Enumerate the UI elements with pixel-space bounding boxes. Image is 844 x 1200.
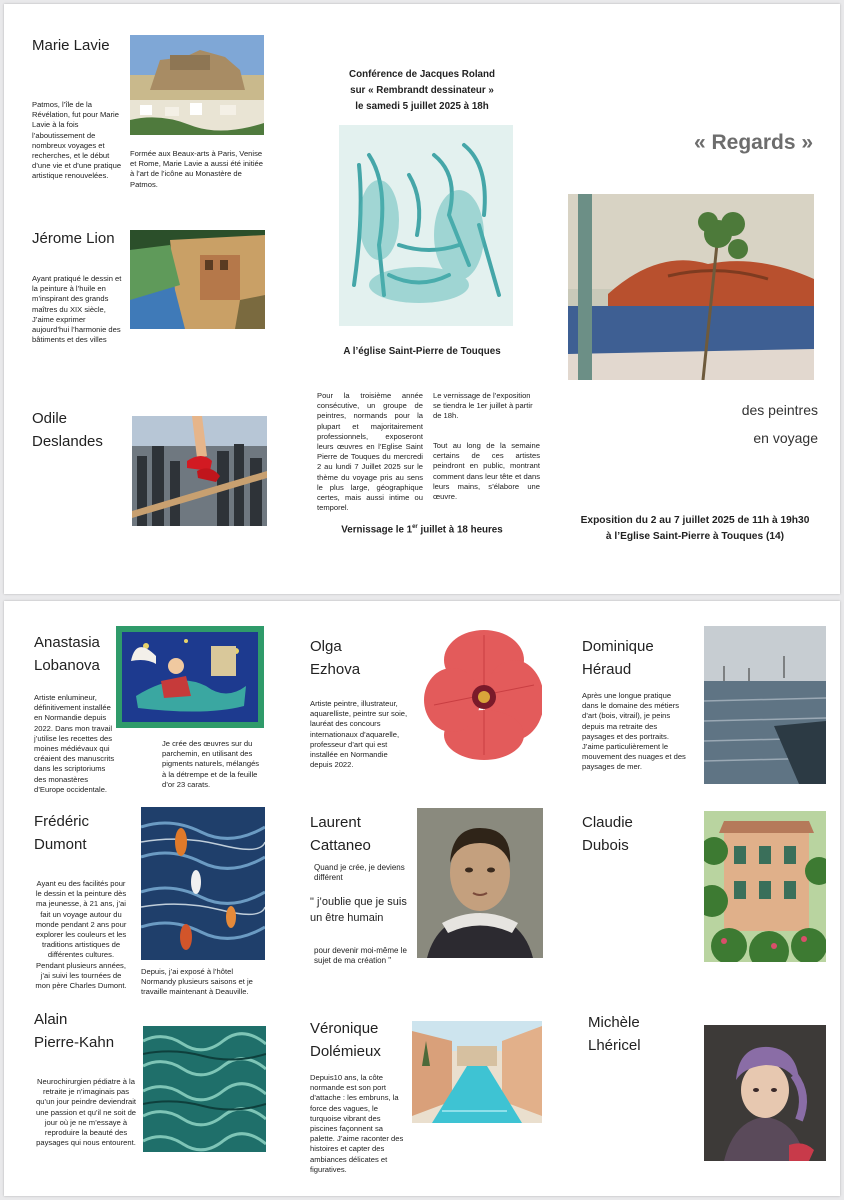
artist-text-anastasia-1: Artiste enlumineur, définitivement installée en Normandie depuis 2022. Dans mon travail j’utilise les recettes des moines médiévaux qui créaient des manuscrits dans les scriptoriums des monastères d’Europe occidentale. <box>34 693 115 794</box>
artist-name-jerome-lion: Jérome Lion <box>32 230 115 247</box>
painting-villa-garden <box>704 811 826 962</box>
vernissage-text-a: Vernissage le 1 <box>341 524 413 536</box>
artist-text-veronique: Depuis10 ans, la côte normande est son port d’attache : les embruns, la force des vagues, le turquoise vibrant des piscines façonnent sa palette. J’aime raconter des histoires et capter des ambiances délicates et figuratives. <box>310 1073 404 1174</box>
artist-text-marie-lavie-2: Formée aux Beaux-arts à Paris, Venise et Rome, Marie Lavie a aussi été initiée à l’art de l’icône au Monastère de Patmos. <box>130 149 263 189</box>
exhibition-line-1: Exposition du 2 au 7 juillet 2025 de 11h à 19h30 <box>580 515 810 526</box>
rembrandt-drawing <box>339 125 513 326</box>
artist-text-anastasia-2: Je crée des œuvres sur du parchemin, en utilisant des pigments naturels, mélangés à la détrempe et de la feuille d’or 23 carats. <box>162 739 260 789</box>
artist-text-dominique: Après une longue pratique dans le domaine des métiers d’art (bois, vitrail), je peins depuis ma retraite des paysages et des portraits. J’aime particulièrement le mouvement des nuages et des paysages de mer. <box>582 691 686 772</box>
artist-text-laurent-2: pour devenir moi-même le sujet de ma création " <box>314 946 407 966</box>
painting-illumination-angel <box>116 626 264 728</box>
cover-title: « Regards » <box>694 131 814 154</box>
painting-red-flower <box>414 625 542 760</box>
painting-swimming-pool <box>412 1021 542 1123</box>
artist-name-alain-pierre-kahn: Alain Pierre-Kahn <box>34 1011 115 1051</box>
vernissage-info: Le vernissage de l’exposition se tiendra le 1er juillet à partir de 18h. <box>433 391 533 421</box>
exhibition-line-2: à l’Eglise Saint-Pierre à Touques (14) <box>605 531 785 542</box>
artist-quote-laurent: " j’oublie que je suis un être humain <box>310 896 407 924</box>
artist-text-frederic-1: Ayant eu des facilités pour le dessin et la peinture dès ma jeunesse, à 21 ans, j’ai fait un voyage autour du monde pendant 2 ans pour explorer les couleurs et les traditions artistiques de différentes cultures. Pendant plusieurs années, j’ai suivi les tournées de mon père Charles Dumont. <box>35 879 127 991</box>
painting-koi-fish <box>141 807 265 960</box>
artist-name-olga-ezhova: Olga Ezhova <box>310 638 361 678</box>
intro-text: Pour la troisième année consécutive, un groupe de peintres, normands pour la plupart et majoritairement professionnels, exposeront leurs œuvres en l’Eglise Saint Pierre de Touques du mercredi 2 au lundi 7 Juillet 2025 sur le thème du voyage pris au sens le plus large, géographique certes, mais aussi intime ou temporel. <box>317 391 423 513</box>
painting-self-portrait <box>417 808 543 958</box>
vernissage-line <box>322 524 522 535</box>
cover-painting-bay <box>568 194 814 380</box>
exhibition-dates <box>570 513 820 545</box>
conference-line-1: Conférence de Jacques Roland <box>349 69 495 80</box>
brochure-page-front <box>4 4 840 594</box>
artist-name-veronique-dolemieux: Véronique Dolémieux <box>310 1020 381 1060</box>
cover-subtitle-1: des peintres <box>741 402 818 418</box>
artist-name-laurent-cattaneo: Laurent Cattaneo <box>310 814 371 854</box>
cover-subtitle-2: en voyage <box>753 430 818 446</box>
artist-name-claudie-dubois: Claudie Dubois <box>582 814 633 854</box>
vernissage-text-b: juillet à 18 heures <box>417 524 503 536</box>
artist-name-odile-deslandes: Odile Deslandes <box>32 410 103 450</box>
painting-child-portrait <box>704 1025 826 1161</box>
artist-text-alain: Neurochirurgien pédiatre à la retraite je n’imaginais pas qu’un jour peindre deviendrait une passion et qu’il ne soit de jour où je ne m’essaye à reproduire la beauté des paysages qui nous entourent. <box>35 1077 137 1148</box>
brochure-page-artists <box>4 601 840 1196</box>
artist-text-jerome-lion: Ayant pratiqué le dessin et la peinture à l’huile en m’inspirant des grands maîtres du XIX siècle, J’aime exprimer aujourd’hui l’harmonie des bâtiments et des villes <box>32 274 122 345</box>
vernissage-sup: er <box>412 524 418 530</box>
conference-block <box>322 67 522 115</box>
painting-red-shoes-city <box>132 416 267 526</box>
artist-text-olga: Artiste peintre, illustrateur, aquarelliste, peintre sur soie, lauréat des concours internationaux d’aquarelle, professeur d’art qui est installée en Normandie depuis 2022. <box>310 699 408 770</box>
painting-harbour-sea <box>704 626 826 784</box>
artist-name-michele-lhericel: Michèle Lhéricel <box>588 1014 641 1054</box>
artist-text-laurent-1: Quand je crée, je deviens différent <box>314 863 405 883</box>
live-painting-info: Tout au long de la semaine certains de ces artistes peindront en public, montrant comment dans leur tête et dans leurs mains, s’élabore une œuvre. <box>433 441 540 502</box>
artist-name-anastasia-lobanova: Anastasia Lobanova <box>34 634 100 674</box>
artist-name-frederic-dumont: Frédéric Dumont <box>34 813 90 853</box>
conference-venue: A l’église Saint-Pierre de Touques <box>343 346 501 357</box>
artist-text-frederic-2: Depuis, j’ai exposé à l’hôtel Normandy plusieurs saisons et je travaille maintenant à Deauville. <box>141 967 253 997</box>
conference-line-2: sur « Rembrandt dessinateur » <box>350 85 494 96</box>
cover-subtitle <box>644 396 818 452</box>
painting-waves <box>143 1026 266 1152</box>
conference-line-3: le samedi 5 juillet 2025 à 18h <box>355 101 489 112</box>
artist-text-marie-lavie-1: Patmos, l’île de la Révélation, fut pour Marie Lavie à la fois l’aboutissement de nombreux voyages et recherches, et le début d’une vie et d’une pratique artistique renouvelées. <box>32 100 122 181</box>
painting-patmos <box>130 35 264 135</box>
painting-city-harbour <box>130 230 265 329</box>
artist-name-dominique-heraud: Dominique Héraud <box>582 638 654 678</box>
artist-name-marie-lavie: Marie Lavie <box>32 37 110 54</box>
